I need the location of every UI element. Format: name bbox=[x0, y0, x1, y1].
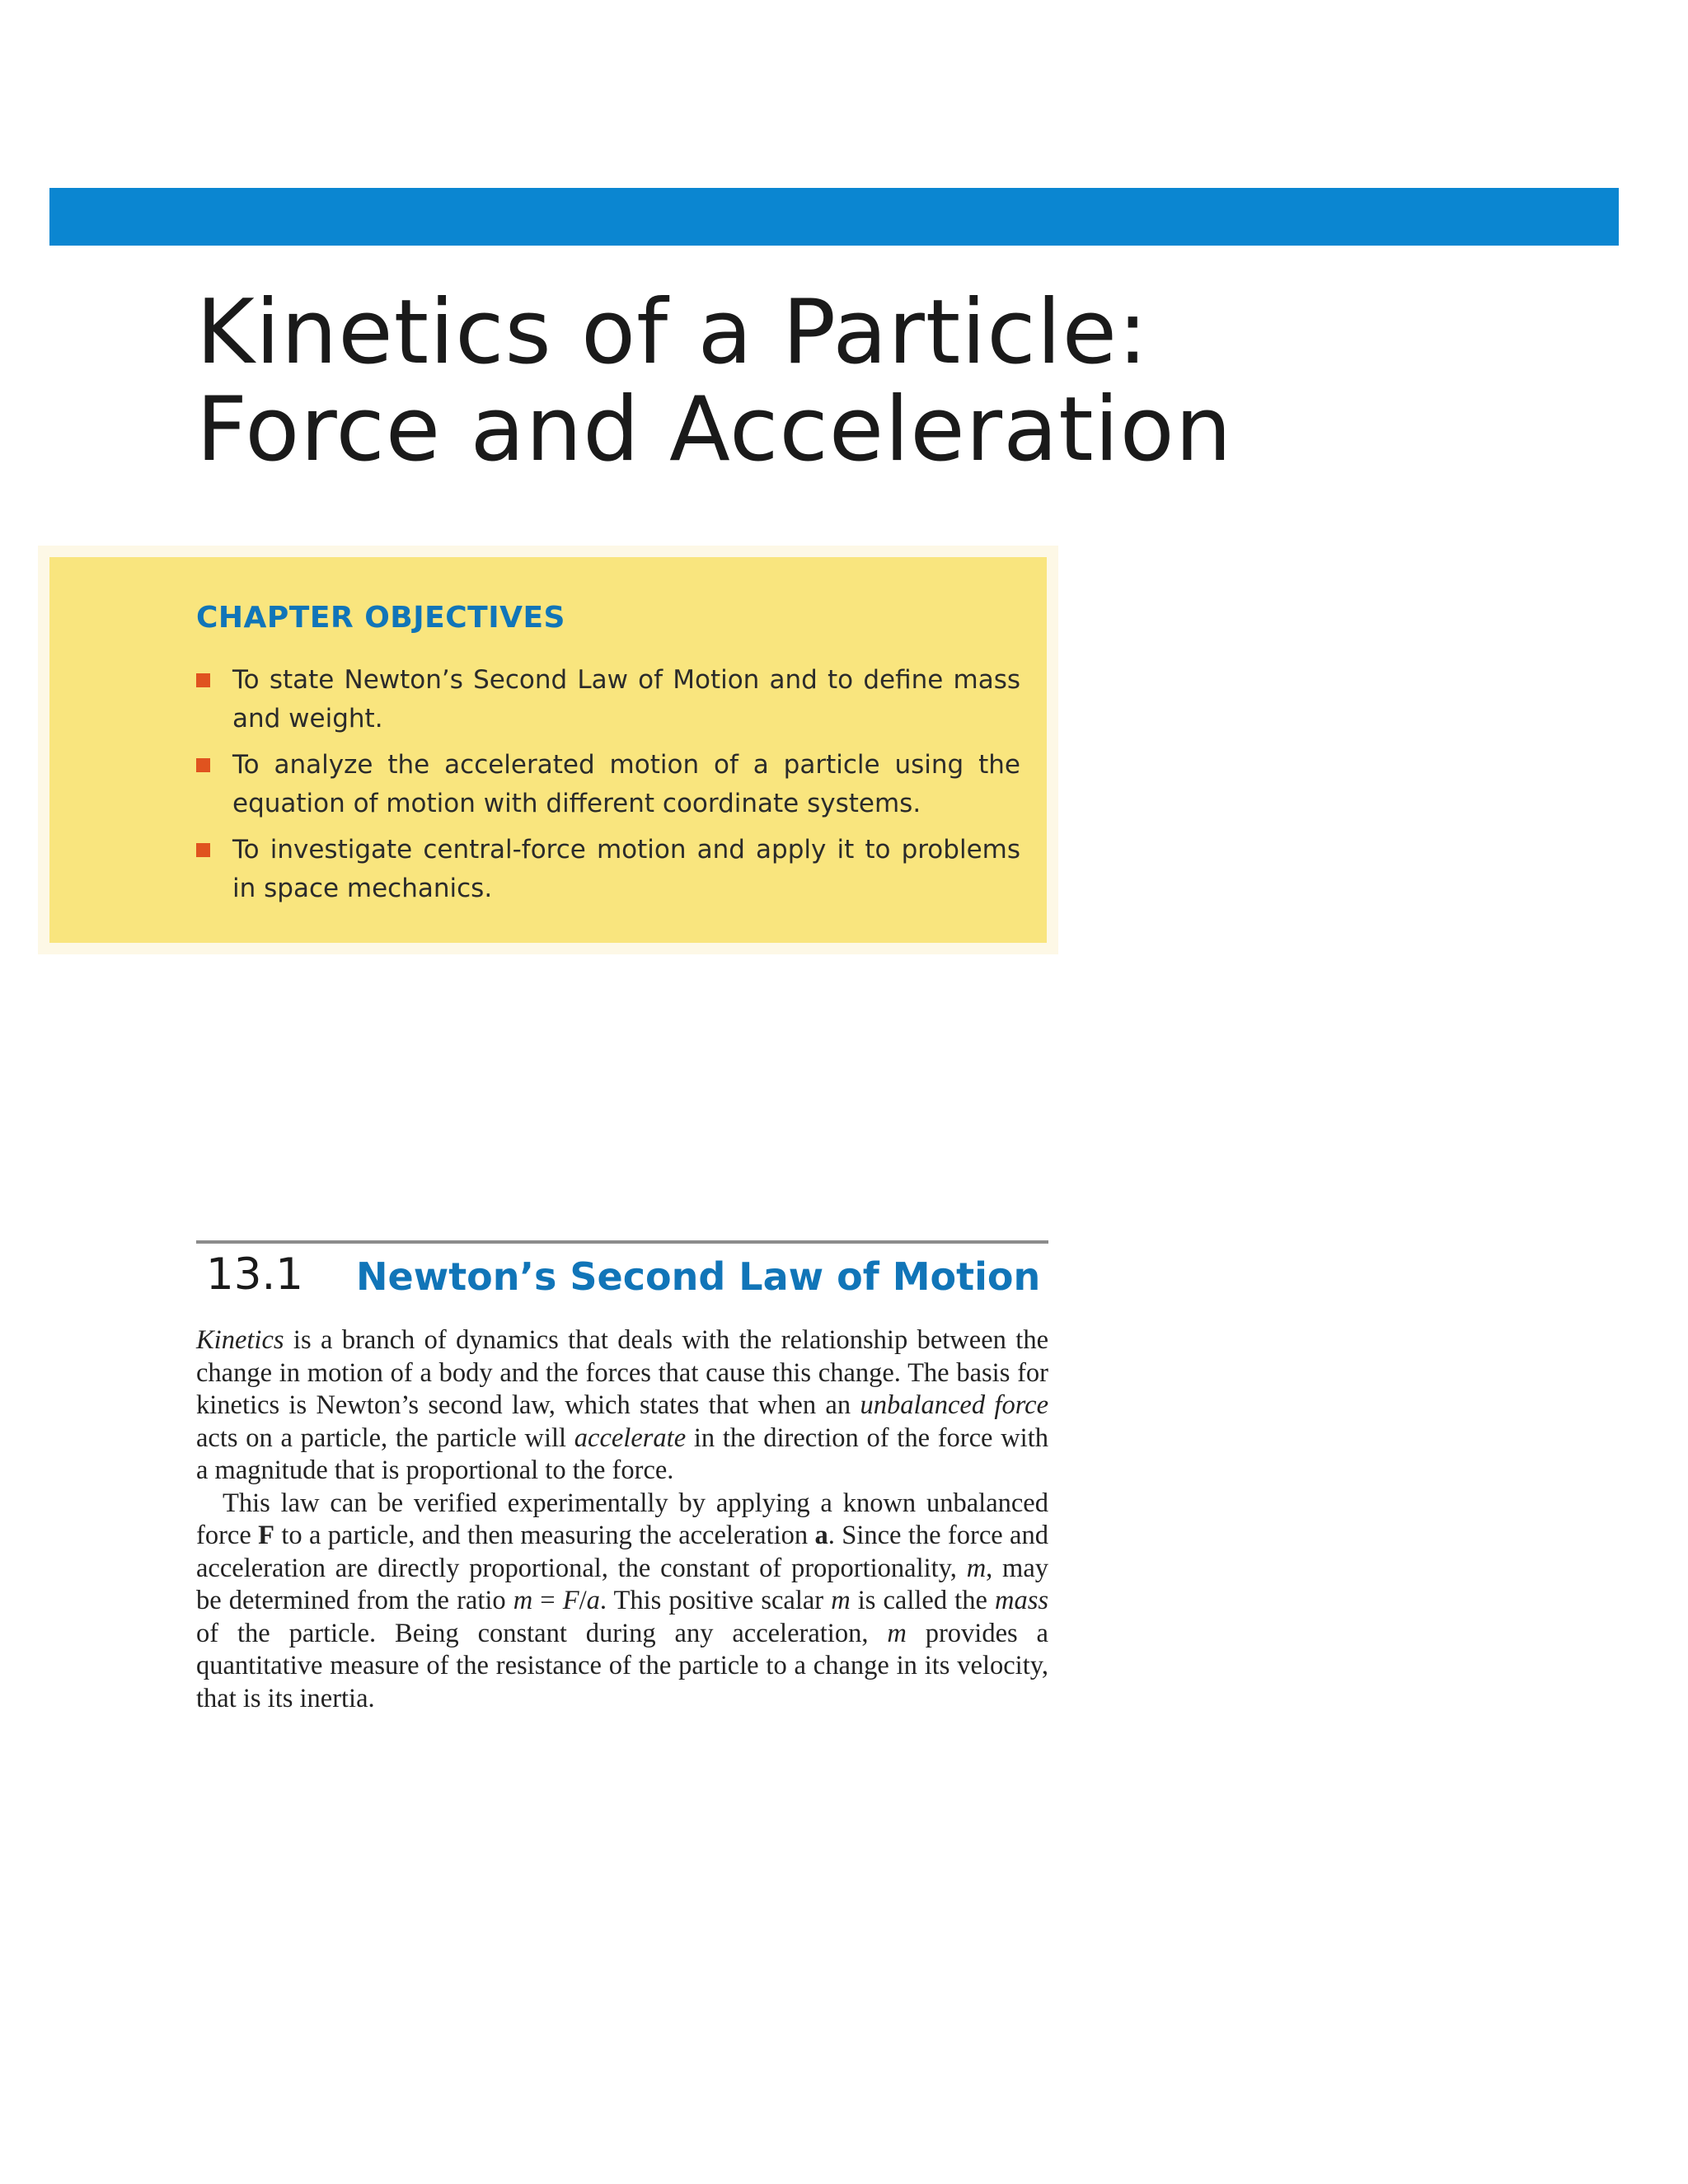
objective-text: To analyze the accelerated motion of a particle using the equation of motion with different coordinate systems. bbox=[232, 750, 1020, 818]
symbol-acceleration: a bbox=[586, 1586, 600, 1615]
symbol-force-vector: F bbox=[258, 1521, 274, 1550]
text-run: , may be determined from the ratio bbox=[196, 1553, 1048, 1615]
text-run: acts on a particle, the particle will bbox=[196, 1422, 574, 1453]
chapter-objectives-heading: CHAPTER OBJECTIVES bbox=[196, 601, 565, 635]
section-number: 13.1 bbox=[206, 1249, 304, 1300]
symbol-force: F bbox=[562, 1586, 579, 1615]
text-run: is a branch of dynamics that deals with the relationship between the change in motion of a body and the forces that cause this change. The basis for kinetics is Newton’s second law, which states that when an bbox=[196, 1325, 1048, 1420]
objective-item bbox=[196, 661, 1020, 738]
text-run: to a particle, and then measuring the acceleration bbox=[274, 1521, 815, 1550]
section-title: Newton’s Second Law of Motion bbox=[356, 1254, 1041, 1299]
text-run: of the particle. Being constant during any acceleration, bbox=[196, 1618, 888, 1648]
text-run: is called the bbox=[850, 1586, 995, 1615]
body-paragraph-2 bbox=[196, 1488, 1048, 1716]
chapter-title-line-1: Kinetics of a Particle: bbox=[196, 281, 1149, 384]
chapter-objectives-list bbox=[196, 661, 1020, 916]
symbol-mass: m bbox=[887, 1618, 907, 1648]
symbol-mass: m bbox=[831, 1586, 851, 1615]
objective-text: To investigate central-force motion and apply it to problems in space mechanics. bbox=[232, 835, 1020, 903]
term-unbalanced-force: unbalanced force bbox=[860, 1390, 1049, 1420]
objective-item bbox=[196, 746, 1020, 823]
term-mass: mass bbox=[994, 1586, 1048, 1615]
text-run: = bbox=[532, 1586, 563, 1615]
text-run: in the direction of the force with a magnitude that is proportional to the force. bbox=[196, 1422, 1048, 1485]
symbol-mass: m bbox=[966, 1553, 987, 1583]
text-run: . Since the force and acceleration are directly proportional, the constant of proportionality, bbox=[196, 1521, 1048, 1583]
chapter-title-line-2: Force and Acceleration bbox=[196, 378, 1233, 481]
symbol-mass: m bbox=[513, 1586, 533, 1615]
term-accelerate: accelerate bbox=[574, 1422, 687, 1453]
objective-text: To state Newton’s Second Law of Motion and to define mass and weight. bbox=[232, 665, 1020, 733]
body-paragraph-1 bbox=[196, 1324, 1048, 1488]
text-run: provides a quantitative measure of the resistance of the particle to a change in its velocity, that is its inertia. bbox=[196, 1618, 1048, 1713]
text-run: This law can be verified experimentally by applying a known unbalanced force bbox=[196, 1488, 1048, 1550]
section-divider bbox=[196, 1240, 1048, 1244]
symbol-acceleration-vector: a bbox=[814, 1521, 828, 1550]
objective-item bbox=[196, 831, 1020, 908]
section-body bbox=[196, 1324, 1048, 1715]
square-bullet-icon bbox=[196, 843, 210, 857]
term-kinetics: Kinetics bbox=[196, 1325, 284, 1355]
text-run: . This positive scalar bbox=[599, 1586, 832, 1615]
text-run: / bbox=[579, 1586, 587, 1615]
square-bullet-icon bbox=[196, 673, 210, 687]
chapter-title bbox=[196, 281, 1515, 481]
square-bullet-icon bbox=[196, 758, 210, 772]
chapter-objectives-box bbox=[49, 557, 1047, 943]
chapter-header-bar bbox=[49, 188, 1619, 246]
